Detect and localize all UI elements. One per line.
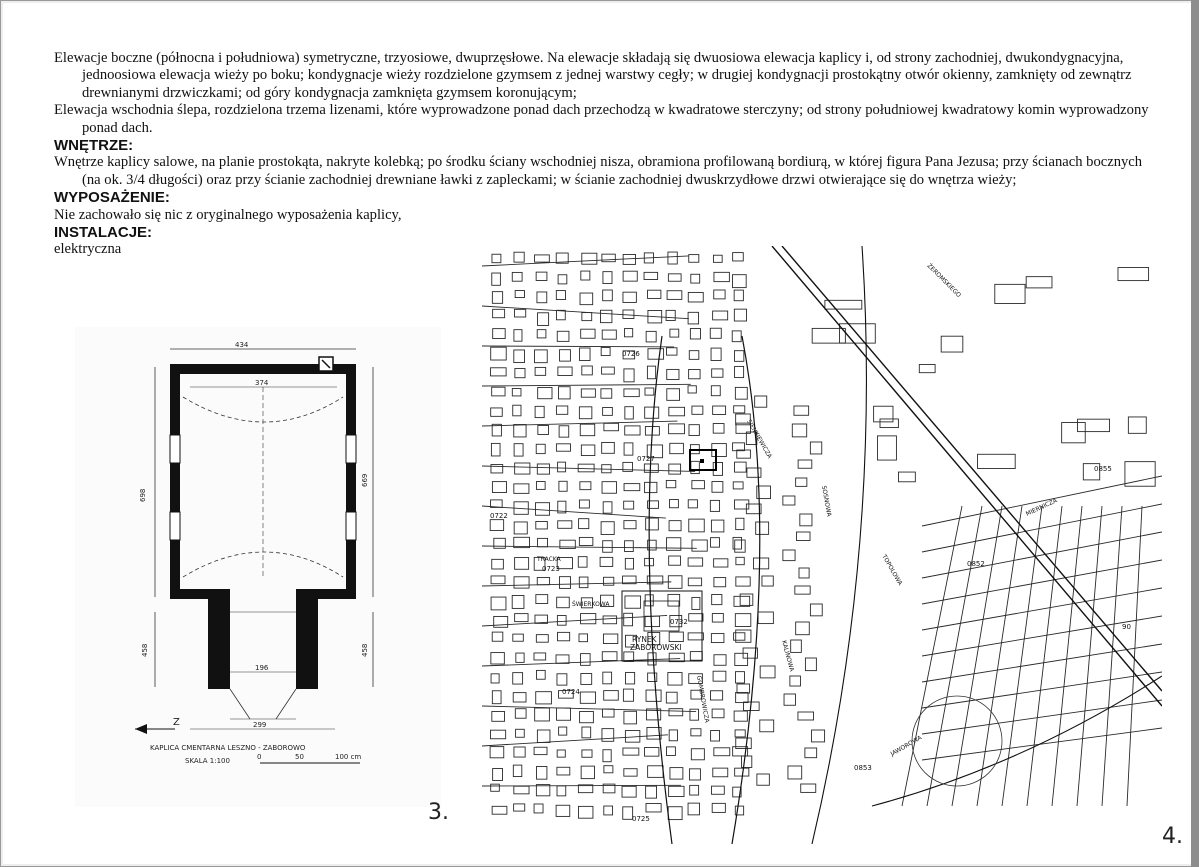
scale-mark-100: 100 cm xyxy=(335,753,362,761)
dim-right-tower: 458 xyxy=(361,643,369,657)
map-code-7: 0855 xyxy=(1094,465,1112,473)
document-text xyxy=(54,50,1154,259)
street-label-0: ŻEROMSKIEGO xyxy=(925,262,963,299)
map-square-label-2: ZABOROWSKI xyxy=(630,643,682,652)
dim-right: 669 xyxy=(361,473,369,487)
map-code-6: 0732 xyxy=(670,618,688,626)
map-code-2: 0724 xyxy=(562,688,580,696)
map-square-label: RYNEK xyxy=(632,635,657,644)
page-number-3: 3. xyxy=(428,800,449,825)
dim-top: 434 xyxy=(235,341,249,349)
street-label-4: MIERNICZA xyxy=(1024,497,1059,518)
map-code-0: 0722 xyxy=(490,512,508,520)
map-code-3: 0725 xyxy=(632,815,650,823)
street-label-7: KALINOWA xyxy=(780,639,796,673)
heading-installations: INSTALACJE: xyxy=(54,224,153,242)
map-road-label: 90 xyxy=(1122,623,1131,631)
dim-left-tower: 458 xyxy=(141,643,149,657)
street-label-8: GOMBROWICZA xyxy=(695,675,711,724)
paragraph-installations: elektryczna xyxy=(54,241,122,258)
dim-inner: 374 xyxy=(255,379,269,387)
page-edge-shadow xyxy=(1191,0,1199,867)
heading-equipment: WYPOSAŻENIE: xyxy=(54,189,170,207)
scale-mark-50: 50 xyxy=(295,753,304,761)
dim-bottom: 299 xyxy=(253,721,267,729)
city-map xyxy=(482,246,1162,844)
plan-caption: KAPLICA CMENTARNA LESZNO - ZABOROWO xyxy=(150,744,306,752)
street-label-9: ŚWIERKOWA xyxy=(572,601,610,608)
chapel-floor-plan xyxy=(75,327,441,807)
map-code-5: 0727 xyxy=(637,455,655,463)
street-label-2: SIENKIEWICZA xyxy=(745,418,774,460)
paragraph-side-elevations: Elewacje boczne (północna i południowa) symetryczne, trzyosiowe, dwuprzęsłowe. Na elewacje składają się dwuosiowa elewacja kaplicy i, od strony zachodniej, dwukondygnacyjna, jednoosiowa elewacja wieży po boku; kondygnacje wieży rozdzielone gzymsem z jednej warstwy cegły; w drugiej kondygnacji prostokątny otwór okienny, zamknięty od zewnątrz drewnianymi drzwiczkami; od góry kondygnacja zamknięta gzymsem koronującym; xyxy=(54,50,1132,101)
map-code-4: 0726 xyxy=(622,350,640,358)
plan-scale: SKALA 1:100 xyxy=(185,757,230,765)
page-number-4: 4. xyxy=(1162,824,1183,849)
street-label-6: JAWOROWA xyxy=(889,734,924,758)
paragraph-equipment: Nie zachowało się nic z oryginalnego wyposażenia kaplicy, xyxy=(54,206,402,223)
street-label-3: TRACKA xyxy=(537,556,561,563)
map-code-8: 0853 xyxy=(854,764,872,772)
street-label-5: TOPOLOWA xyxy=(880,553,904,587)
dim-left: 698 xyxy=(139,488,147,502)
paragraph-east-elevation: Elewacja wschodnia ślepa, rozdzielona trzema lizenami, które wyprowadzone ponad dach przechodzą w kwadratowe sterczyny; od strony południowej kwadratowy komin wyprowadzony ponad dach. xyxy=(54,102,1149,136)
street-label-1: SOSNOWA xyxy=(820,485,833,518)
map-code-9: 0852 xyxy=(967,560,985,568)
heading-interior: WNĘTRZE: xyxy=(54,137,134,155)
paragraph-interior: Wnętrze kaplicy salowe, na planie prostokąta, nakryte kolebką; po środku ściany wschodniej nisza, obramiona profilowaną bordiurą, w której figura Pana Jezusa; przy ścianach bocznych (na ok. 3/4 długości) oraz przy ścianie zachodniej drewniane ławki z zapleckami; w ścianie zachodniej dwuskrzydłowe drzwi otwierające się do wnętrza wieży; xyxy=(54,154,1143,188)
dim-tower: 196 xyxy=(255,664,269,672)
north-arrow-label: Z xyxy=(173,717,180,728)
scale-mark-0: 0 xyxy=(257,753,262,761)
map-code-1: 0723 xyxy=(542,565,560,573)
